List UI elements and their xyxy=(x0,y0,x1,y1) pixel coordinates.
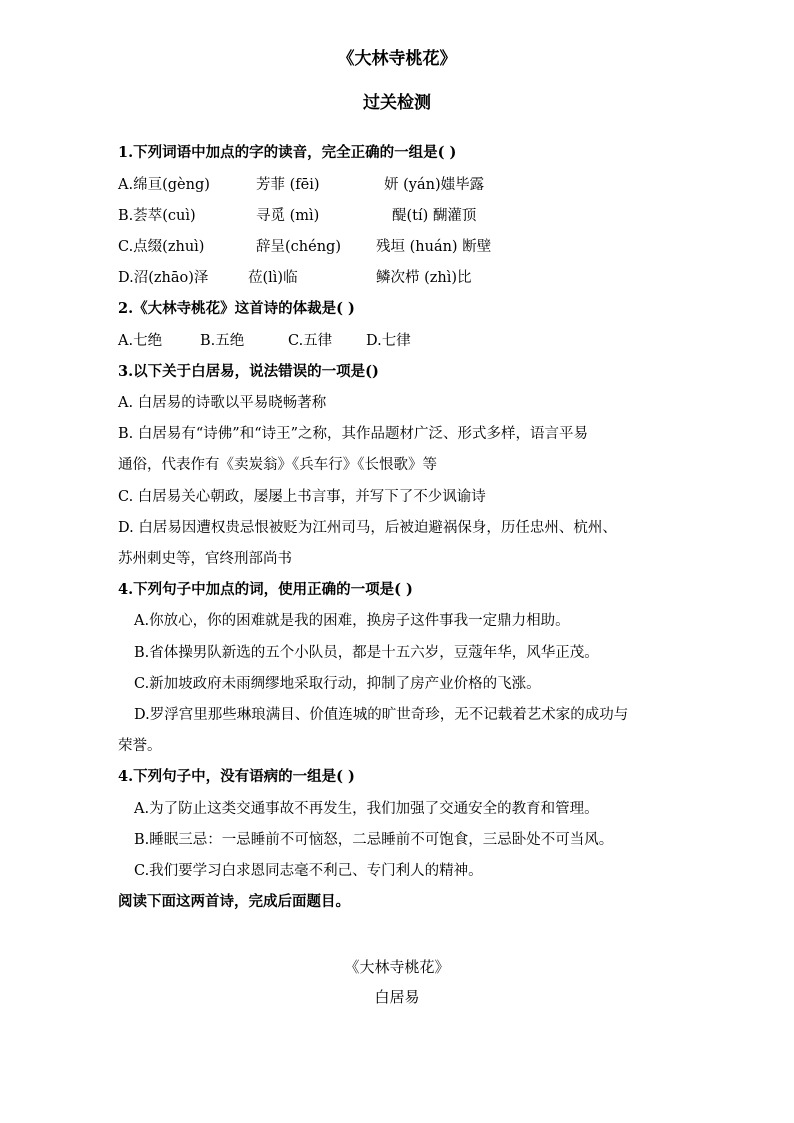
q1-option-c-2: 辞呈(chéng) xyxy=(256,239,341,255)
q4-line: A.你放心，你的困难就是我的困难，换房子这件事我一定鼎力相助。 xyxy=(134,613,570,629)
q1-option-a-2: 芳菲 (fēi) xyxy=(256,177,320,193)
q4-line: D.罗浮宫里那些琳琅满目、价值连城的旷世奇珍，无不记载着艺术家的成功与 xyxy=(134,707,629,723)
question-5-stem: 4.下列句子中，没有语病的一组是( ) xyxy=(118,768,355,785)
q5-line: B.睡眠三忌：一忌睡前不可恼怒，二忌睡前不可饱食，三忌卧处不可当风。 xyxy=(134,832,614,848)
q1-option-c-3: 残垣 (huán) 断壁 xyxy=(376,239,492,255)
q2-option-a: A.七绝 xyxy=(118,333,163,349)
q3-line: C. 白居易关心朝政，屡屡上书言事，并写下了不少讽谕诗 xyxy=(118,489,486,505)
q1-option-a-1: A.绵亘(gèng) xyxy=(118,177,210,193)
q3-line: 苏州刺史等，官终刑部尚书 xyxy=(118,551,292,567)
reading-instruction: 阅读下面这两首诗，完成后面题目。 xyxy=(118,893,350,910)
q1-option-b-3: 醍(tí) 醐灌顶 xyxy=(392,208,477,224)
q2-option-d: D.七律 xyxy=(366,333,411,349)
q5-line: C.我们要学习白求恩同志毫不利己、专门利人的精神。 xyxy=(134,863,483,879)
q3-line: B. 白居易有“诗佛”和“诗王”之称，其作品题材广泛、形式多样，语言平易 xyxy=(118,426,589,442)
question-3-stem: 3.以下关于白居易，说法错误的一项是() xyxy=(118,363,379,380)
poem-title: 《大林寺桃花》 xyxy=(344,958,450,976)
question-1-stem: 1.下列词语中加点的字的读音，完全正确的一组是( ) xyxy=(118,144,457,161)
q3-line: 通俗，代表作有《卖炭翁》《兵车行》《长恨歌》等 xyxy=(118,457,437,473)
q5-line: A.为了防止这类交通事故不再发生，我们加强了交通安全的教育和管理。 xyxy=(134,801,599,817)
page-subtitle: 过关检测 xyxy=(363,93,431,113)
q1-option-a-3: 妍 (yán)媸毕露 xyxy=(384,177,485,193)
page-title: 《大林寺桃花》 xyxy=(337,49,457,69)
q1-option-d-1: D.沼(zhāo)泽 xyxy=(118,270,209,286)
question-4-stem: 4.下列句子中加点的词，使用正确的一项是( ) xyxy=(118,581,413,598)
poem-author: 白居易 xyxy=(374,988,420,1006)
question-2-stem: 2.《大林寺桃花》这首诗的体裁是( ) xyxy=(118,300,355,317)
q3-line: A. 白居易的诗歌以平易晓畅著称 xyxy=(118,395,327,411)
q1-option-b-1: B.荟萃(cuì) xyxy=(118,208,196,224)
q1-option-d-3: 鳞次栉 (zhì)比 xyxy=(376,270,472,286)
q1-option-d-2: 莅(lì)临 xyxy=(248,270,298,286)
q3-line: D. 白居易因遭权贵忌恨被贬为江州司马，后被迫避祸保身，历任忠州、杭州、 xyxy=(118,520,617,536)
q2-option-c: C.五律 xyxy=(288,333,333,349)
q1-option-c-1: C.点缀(zhuì) xyxy=(118,239,205,255)
q4-line: C.新加坡政府未雨绸缪地采取行动，抑制了房产业价格的飞涨。 xyxy=(134,676,541,692)
q4-line: B.省体操男队新选的五个小队员，都是十五六岁，豆蔻年华，风华正茂。 xyxy=(134,645,599,661)
q4-line: 荣誉。 xyxy=(118,738,162,754)
q1-option-b-2: 寻觅 (mì) xyxy=(256,208,320,224)
q2-option-b: B.五绝 xyxy=(200,333,245,349)
